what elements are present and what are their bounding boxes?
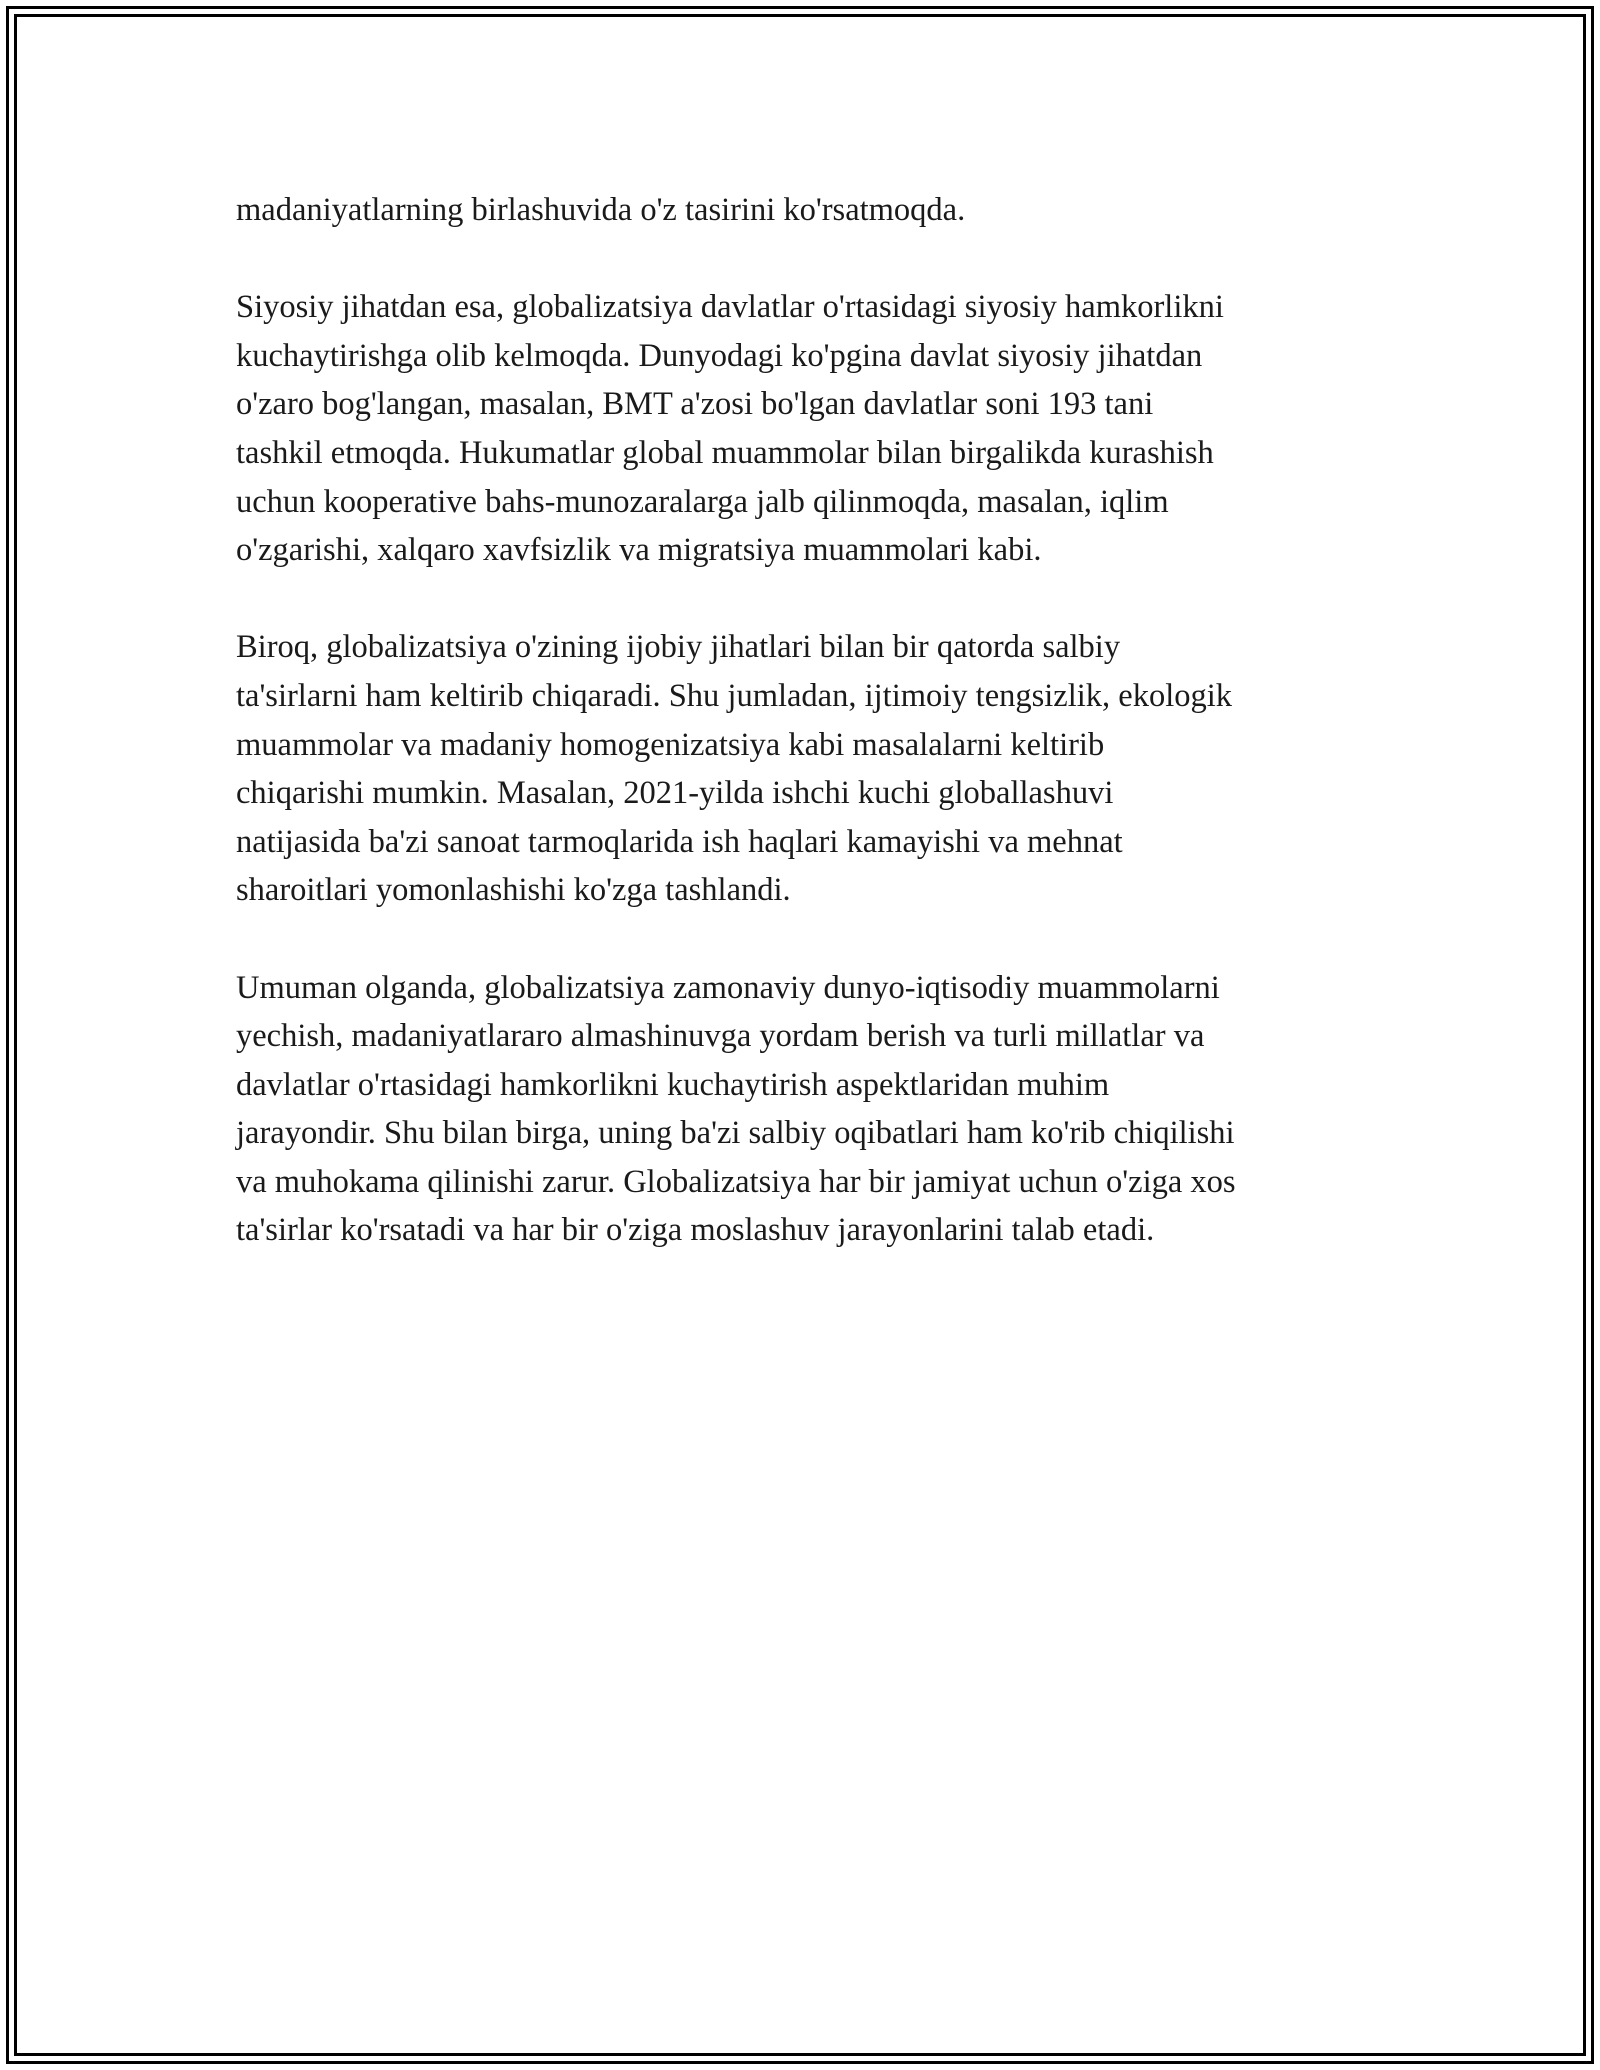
text-line: jarayondir. Shu bilan birga, uning ba'zi salbiy oqibatlari ham ko'rib chiqilishi xyxy=(236,1115,1235,1152)
text-line: muammolar va madaniy homogenizatsiya kabi masalalarni keltirib xyxy=(236,726,1105,763)
text-line: ta'sirlar ko'rsatadi va har bir o'ziga moslashuv jarayonlarini talab etadi. xyxy=(236,1212,1155,1249)
paragraph-1 xyxy=(236,186,1406,235)
text-line: sharoitlari yomonlashishi ko'zga tashlandi. xyxy=(236,872,791,909)
text-line: ta'sirlarni ham keltirib chiqaradi. Shu jumladan, ijtimoiy tengsizlik, ekologik xyxy=(236,677,1233,714)
text-line: va muhokama qilinishi zarur. Globalizatsiya har bir jamiyat uchun o'ziga xos xyxy=(236,1163,1236,1200)
paragraph-3 xyxy=(236,623,1406,915)
paragraph-4 xyxy=(236,964,1406,1256)
text-line: davlatlar o'rtasidagi hamkorlikni kuchaytirish aspektlaridan muhim xyxy=(236,1066,1110,1103)
text-line: chiqarishi mumkin. Masalan, 2021-yilda ishchi kuchi globallashuvi xyxy=(236,775,1114,812)
text-line: Biroq, globalizatsiya o'zining ijobiy jihatlari bilan bir qatorda salbiy xyxy=(236,629,1121,666)
text-line: o'zaro bog'langan, masalan, BMT a'zosi bo'lgan davlatlar soni 193 tani xyxy=(236,386,1154,423)
text-line: madaniyatlarning birlashuvida o'z tasirini ko'rsatmoqda. xyxy=(236,192,966,228)
text-line: natijasida ba'zi sanoat tarmoqlarida ish haqlari kamayishi va mehnat xyxy=(236,823,1123,860)
text-line: uchun kooperative bahs-munozaralarga jalb qilinmoqda, masalan, iqlim xyxy=(236,483,1169,520)
text-line: Siyosiy jihatdan esa, globalizatsiya davlatlar o'rtasidagi siyosiy hamkorlikni xyxy=(236,289,1224,326)
text-line: yechish, madaniyatlararo almashinuvga yordam berish va turli millatlar va xyxy=(236,1018,1205,1055)
document-body xyxy=(236,186,1406,1304)
text-line: kuchaytirishga olib kelmoqda. Dunyodagi ko'pgina davlat siyosiy jihatdan xyxy=(236,337,1203,374)
text-line: o'zgarishi, xalqaro xavfsizlik va migratsiya muammolari kabi. xyxy=(236,532,1042,569)
text-line: tashkil etmoqda. Hukumatlar global muammolar bilan birgalikda kurashish xyxy=(236,434,1214,471)
paragraph-2 xyxy=(236,283,1406,575)
text-line: Umuman olganda, globalizatsiya zamonaviy dunyo-iqtisodiy muammolarni xyxy=(236,969,1220,1006)
